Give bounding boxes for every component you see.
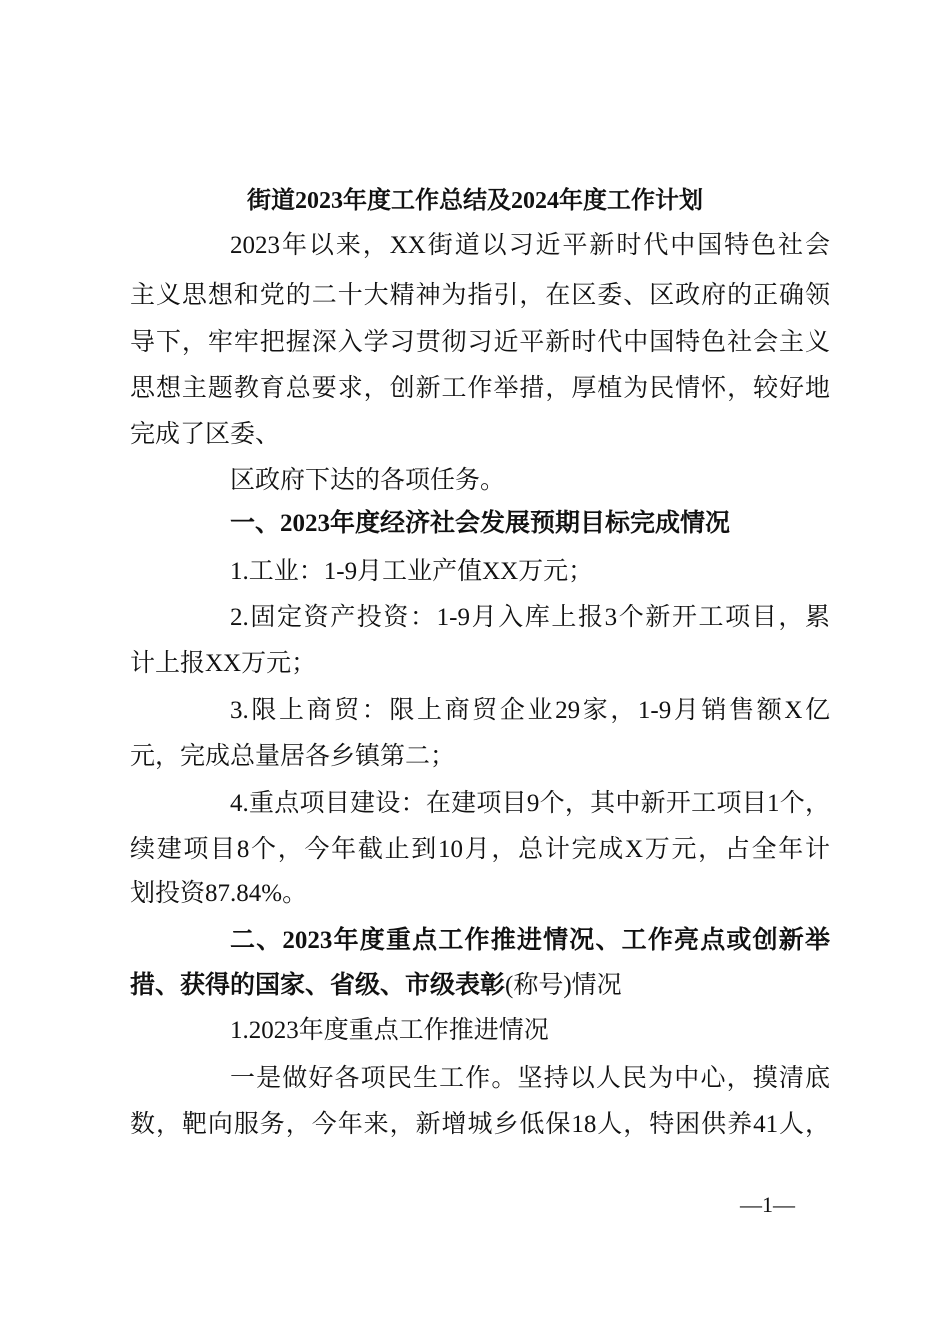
- heading-text: 措、获得的国家、省级、市级表彰: [130, 972, 506, 999]
- list-item: 2.固定资产投资：1-9月入库上报3个新开工项目，累: [230, 604, 830, 631]
- list-item-cont: 划投资87.84%。: [130, 880, 308, 907]
- heading-text-tail: (称号)情况: [505, 972, 622, 999]
- list-item: 3.限上商贸：限上商贸企业29家，1-9月销售额X亿: [230, 697, 830, 724]
- list-item-cont: 元，完成总量居各乡镇第二；: [130, 743, 456, 770]
- list-item-cont: 续建项目8个，今年截止到10月，总计完成X万元，占全年计: [130, 836, 830, 863]
- document-title: 街道2023年度工作总结及2024年度工作计划: [247, 188, 703, 214]
- paragraph-line: 思想主题教育总要求，创新工作举措，厚植为民情怀，较好地: [130, 375, 830, 402]
- paragraph-line: 导下，牢牢把握深入学习贯彻习近平新时代中国特色社会主义: [130, 329, 830, 356]
- paragraph-line: 数，靶向服务，今年来，新增城乡低保18人，特困供养41人，: [130, 1111, 830, 1138]
- paragraph-line: 2023年以来，XX街道以习近平新时代中国特色社会: [230, 232, 830, 259]
- list-item: 4.重点项目建设：在建项目9个，其中新开工项目1个，: [230, 790, 830, 817]
- section-heading-2: 二、2023年度重点工作推进情况、工作亮点或创新举: [230, 927, 830, 954]
- paragraph-line: 完成了区委、: [130, 421, 281, 448]
- paragraph-line: 一是做好各项民生工作。坚持以人民为中心，摸清底: [230, 1065, 830, 1092]
- page-number: —1—: [740, 1192, 795, 1217]
- list-item: 1.工业：1-9月工业产值XX万元；: [230, 558, 594, 585]
- section-heading-1: 一、2023年度经济社会发展预期目标完成情况: [230, 510, 731, 537]
- paragraph-line: 区政府下达的各项任务。: [230, 467, 506, 494]
- list-item-cont: 计上报XX万元；: [130, 650, 317, 677]
- subheading: 1.2023年度重点工作推进情况: [230, 1017, 549, 1044]
- paragraph-line: 主义思想和党的二十大精神为指引，在区委、区政府的正确领: [130, 282, 830, 309]
- section-heading-2-cont: [130, 971, 830, 1001]
